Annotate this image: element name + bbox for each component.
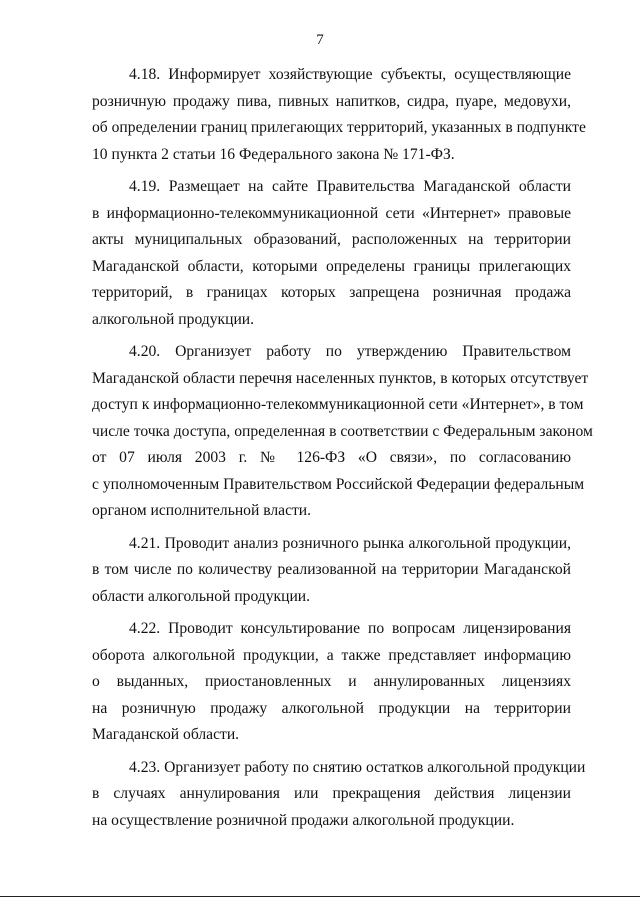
text-line: об определении границ прилегающих территорий, указанных в подпункте [92,119,586,136]
text-line: в том числе по количеству реализованной на территории Магаданской [92,561,571,578]
text-line: органом исполнительной власти. [92,502,312,519]
text-line: территорий, в границах которых запрещена розничная продажа [92,284,571,301]
document-body [92,62,593,840]
text-line: 4.21. Проводит анализ розничного рынка алкогольной продукции, [129,534,571,552]
text-line: Магаданской области. [92,726,240,743]
text-line: 4.18. Информирует хозяйствующие субъекты, осуществляющие [129,66,571,83]
paragraph-4-19 [92,174,571,333]
paragraph-4-20 [92,339,593,525]
text-line: от 07 июля 2003 г. № 126-ФЗ «О связи», по согласованию [92,449,571,466]
paragraph-4-23 [92,755,586,835]
text-line: в случаях аннулирования или прекращения действия лицензии [92,785,571,802]
paragraph-4-22 [92,616,571,749]
paragraph-4-18 [92,62,586,168]
text-line: числе точка доступа, определенная в соответствии с Федеральным законом [92,422,593,440]
text-line: розничную продажу пива, пивных напитков, сидра, пуаре, медовухи, [92,92,571,110]
bottom-rule [0,896,640,897]
paragraph-4-21 [92,531,571,611]
text-line: на розничную продажу алкогольной продукции на территории [92,699,571,717]
text-line: оборота алкогольной продукции, а также представляет информацию [92,646,571,664]
text-line: в информационно-телекоммуникационной сети «Интернет» правовые [92,204,571,222]
text-line: на осуществление розничной продажи алкогольной продукции. [92,811,515,829]
text-line: алкогольной продукции. [92,310,255,328]
text-line: Магаданской области, которыми определены границы прилегающих [92,257,571,275]
text-line: о выданных, приостановленных и аннулированных лицензиях [92,673,571,690]
text-line: 4.20. Организует работу по утверждению Правительством [129,343,571,360]
text-line: 4.19. Размещает на сайте Правительства Магаданской области [129,178,571,195]
text-line: области алкогольной продукции. [92,587,311,605]
text-line: 4.22. Проводит консультирование по вопросам лицензирования [129,620,571,637]
text-line: акты муниципальных образований, расположенных на территории [92,231,571,248]
text-line: с уполномоченным Правительством Российской Федерации федеральным [92,475,585,493]
text-line: Магаданской области перечня населенных пунктов, в которых отсутствует [92,369,589,387]
text-line: доступ к информационно-телекоммуникационной сети «Интернет», в том [92,396,584,413]
text-line: 4.23. Организует работу по снятию остатков алкогольной продукции [129,758,586,776]
text-line: 10 пункта 2 статьи 16 Федерального закона № 171-ФЗ. [92,145,455,163]
page-number: 7 [316,32,324,48]
